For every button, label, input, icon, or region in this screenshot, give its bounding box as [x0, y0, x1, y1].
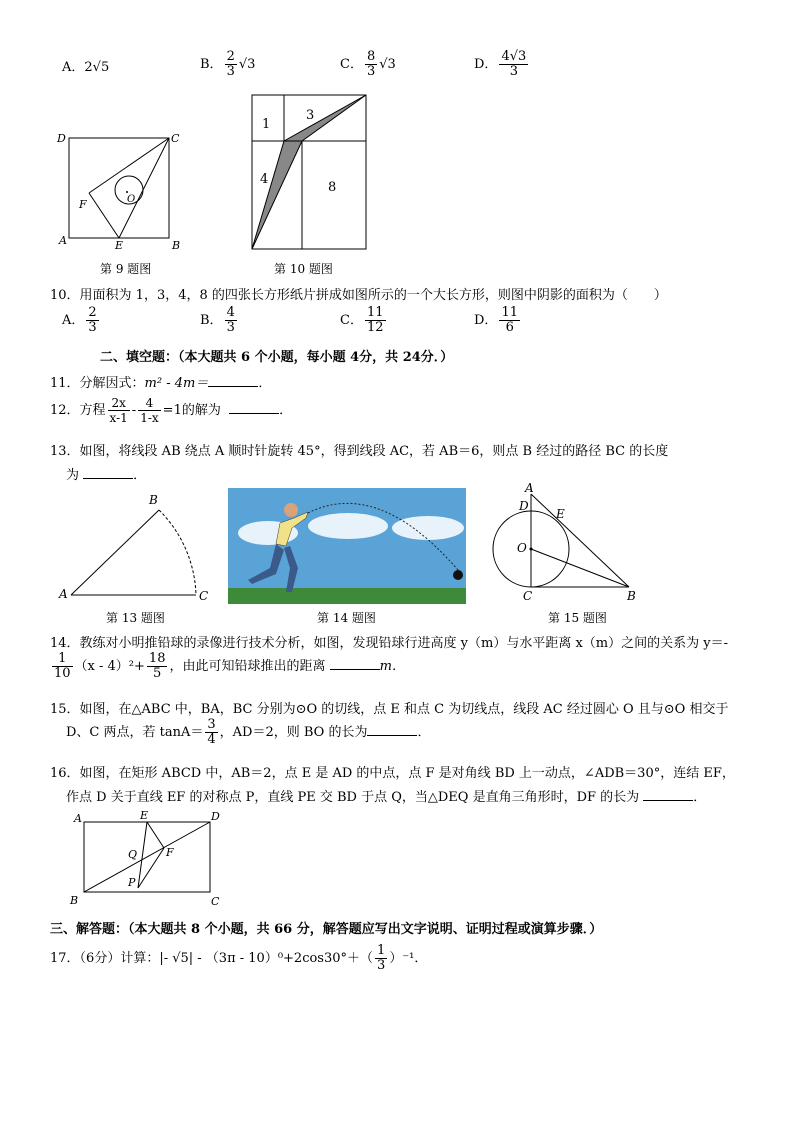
section-2-heading: 二、填空题：（本大题共 6 个小题，每小题 4分，共 24分．） — [100, 350, 454, 365]
fig16-label-p: P — [128, 876, 136, 889]
fig13-label-a: A — [59, 587, 68, 601]
question-14-line-1: 14．教练对小明推铅球的录像进行技术分析，如图，发现铅球行进高度 y（m）与水平距离 x（m）之间的关系为 y＝- — [50, 636, 729, 651]
fig16-label-f: F — [166, 846, 174, 859]
fig10-caption: 第 10 题图 — [274, 262, 333, 276]
fig16-label-d: D — [211, 810, 220, 823]
question-14-line-2: $\frac{1}{10}$ （x - 4）²+ $\frac{18}{5}$ ，由此可知铅球推出的距离 m． — [54, 651, 405, 681]
figure-14-shot-put-picture — [228, 488, 466, 604]
fig14-caption: 第 14 题图 — [317, 611, 376, 625]
figure-13 — [55, 490, 220, 605]
fig9-label-f: F — [79, 198, 87, 211]
figure-16 — [68, 808, 228, 908]
fig15-caption: 第 15 题图 — [548, 611, 607, 625]
fig9-label-o: O — [127, 194, 136, 205]
fig9-label-e: E — [115, 239, 124, 252]
q9-option-d: D． $\frac{4√3}{3}$ — [474, 49, 527, 79]
fig16-label-e: E — [140, 809, 149, 822]
question-10: 10．用面积为 1，3，4，8 的四张长方形纸片拼成如图所示的一个大长方形，则图中阴影的面积为（ ） — [50, 288, 667, 303]
fig15-label-e: E — [556, 507, 565, 521]
fig9-label-b: B — [172, 239, 181, 252]
fig10-label-8: 8 — [328, 180, 337, 195]
question-16-line-1: 16．如图，在矩形 ABCD 中，AB＝2，点 E 是 AD 的中点，点 F 是对角线 BD 上一动点，∠ADB＝30°，连结 EF， — [50, 766, 735, 781]
question-15-line-2: D、C 两点，若 tanA＝ $\frac{3}{4}$ ，AD＝2，则 BO 的长为 ． — [66, 717, 431, 747]
question-12: 12．方程 $\frac{2x}{x-1}$ - $\frac{4}{1-x}$ =1的解为 ． — [50, 396, 293, 425]
fig15-label-c: C — [523, 589, 533, 603]
fig9-label-c: C — [171, 132, 180, 145]
q10-option-a: A． $\frac{2}{3}$ — [62, 305, 97, 335]
fig15-label-b: B — [627, 589, 636, 603]
question-16-line-2: 作点 D 关于直线 EF 的对称点 P，直线 PE 交 BD 于点 Q，当△DEQ 是直角三角形时，DF 的长为 ． — [66, 790, 707, 805]
q10-option-c: C． $\frac{11}{12}$ — [340, 305, 384, 335]
q9-option-b: B． $\frac{2}{3}$ √3 — [200, 49, 256, 79]
fig16-label-a: A — [74, 812, 82, 825]
section-3-heading: 三、解答题：（本大题共 8 个小题，共 66 分，解答题应写出文字说明、证明过程或演算步骤．） — [50, 922, 603, 937]
fig15-label-o: O — [517, 541, 527, 555]
fig9-caption: 第 9 题图 — [100, 262, 152, 276]
fig10-label-4: 4 — [260, 172, 269, 187]
figure-15 — [487, 480, 647, 605]
fig13-caption: 第 13 题图 — [106, 611, 165, 625]
fig13-label-b: B — [149, 493, 158, 507]
question-17: 17．（6分）计算：|- √5| - （3π - 10）⁰+2cos30°＋（ $\frac{1}{3}$ ）⁻¹． — [50, 943, 428, 973]
fig10-label-3: 3 — [306, 108, 315, 123]
fig9-label-a: A — [59, 234, 67, 247]
fig9-label-d: D — [57, 132, 66, 145]
fig16-label-b: B — [70, 894, 79, 907]
fig10-label-1: 1 — [262, 117, 271, 132]
fig15-label-a: A — [525, 481, 534, 495]
q9-option-c: C． $\frac{8}{3}$ √3 — [340, 49, 396, 79]
figure-10 — [250, 93, 370, 253]
q10-option-b: B． $\frac{4}{3}$ — [200, 305, 235, 335]
q10-option-d: D． $\frac{11}{6}$ — [474, 305, 518, 335]
question-13-line-2: 为 ． — [66, 468, 147, 483]
question-11: 11．分解因式：m² - 4m＝ ． — [50, 376, 272, 391]
q9-option-a: A．2√5 — [62, 60, 110, 75]
figure-9 — [55, 128, 190, 253]
question-15-line-1: 15．如图，在△ABC 中，BA，BC 分别为⊙O 的切线，点 E 和点 C 为切线点，线段 AC 经过圆心 O 且与⊙O 相交于 — [50, 702, 729, 717]
fig16-label-q: Q — [128, 848, 138, 861]
fig16-label-c: C — [211, 895, 220, 908]
fig13-label-c: C — [199, 589, 209, 603]
question-13-line-1: 13．如图，将线段 AB 绕点 A 顺时针旋转 45°，得到线段 AC，若 AB＝6，则点 B 经过的路径 BC 的长度 — [50, 444, 669, 459]
fig15-label-d: D — [519, 499, 529, 513]
